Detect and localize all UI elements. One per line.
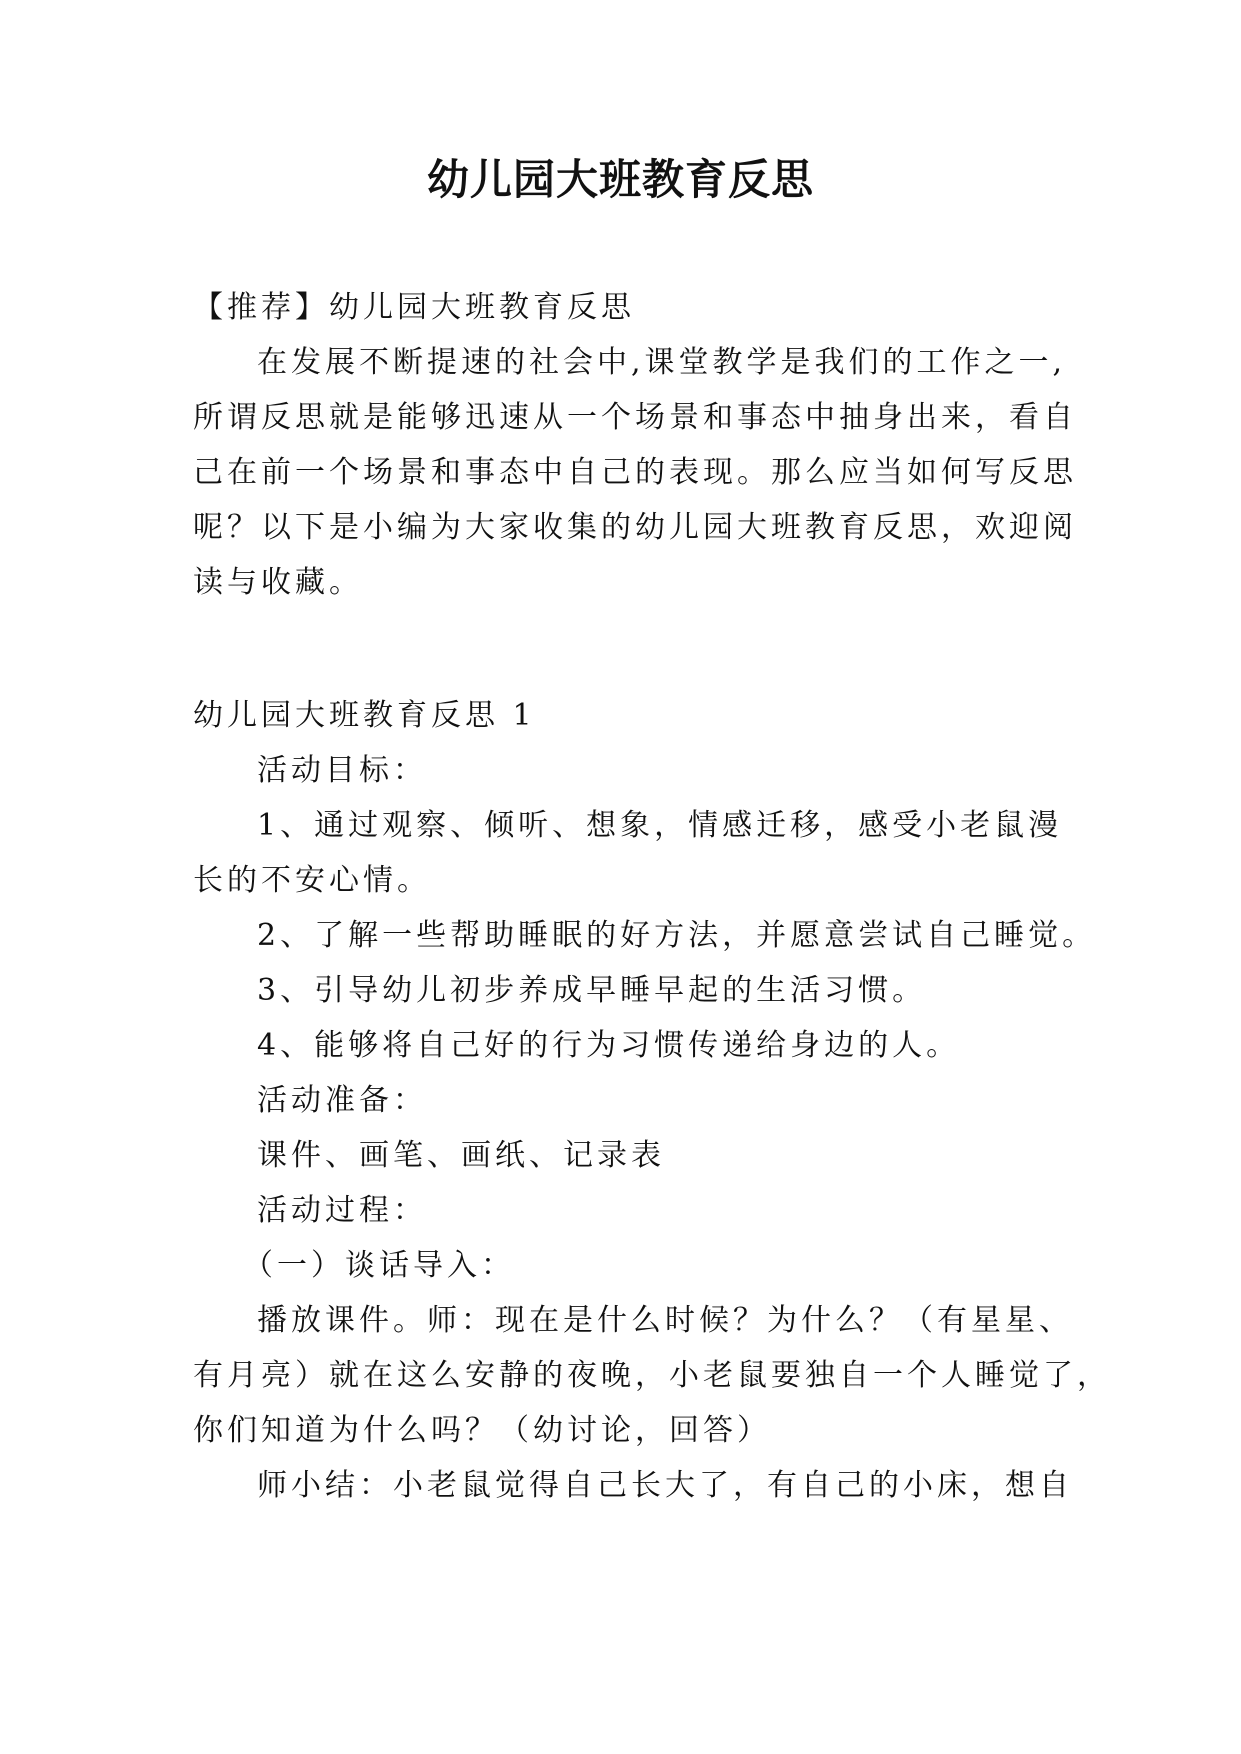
recommend-line: 【推荐】幼儿园大班教育反思	[193, 290, 635, 325]
goal-1-line-2: 长的不安心情。	[193, 863, 431, 898]
step-1-label: （一）谈话导入：	[243, 1248, 515, 1283]
goal-1-line-1: 1、通过观察、倾听、想象，情感迁移，感受小老鼠漫	[257, 808, 1063, 843]
intro-paragraph-line-2: 所谓反思就是能够迅速从一个场景和事态中抽身出来，看自	[193, 400, 1077, 435]
step-1-line-3: 你们知道为什么吗？（幼讨论，回答）	[193, 1413, 771, 1448]
summary-line: 师小结：小老鼠觉得自己长大了，有自己的小床，想自	[257, 1468, 1073, 1503]
goal-3: 3、引导幼儿初步养成早睡早起的生活习惯。	[257, 973, 927, 1008]
step-1-line-2: 有月亮）就在这么安静的夜晚，小老鼠要独自一个人睡觉了，	[193, 1358, 1111, 1393]
intro-paragraph-line-5: 读与收藏。	[193, 565, 363, 600]
intro-paragraph-line-3: 己在前一个场景和事态中自己的表现。那么应当如何写反思	[193, 455, 1077, 490]
section-heading: 幼儿园大班教育反思 1	[193, 698, 536, 733]
intro-paragraph-line-4: 呢？以下是小编为大家收集的幼儿园大班教育反思，欢迎阅	[193, 510, 1077, 545]
prep-items: 课件、画笔、画纸、记录表	[257, 1138, 665, 1173]
step-1-line-1: 播放课件。师：现在是什么时候？为什么？（有星星、	[257, 1303, 1073, 1338]
prep-label: 活动准备：	[257, 1083, 427, 1118]
intro-paragraph-line-1: 在发展不断提速的社会中,课堂教学是我们的工作之一,	[257, 345, 1067, 380]
goal-2: 2、了解一些帮助睡眠的好方法，并愿意尝试自己睡觉。	[257, 918, 1097, 953]
goal-4: 4、能够将自己好的行为习惯传递给身边的人。	[257, 1028, 961, 1063]
goals-label: 活动目标：	[257, 753, 427, 788]
document-title: 幼儿园大班教育反思	[426, 155, 814, 204]
process-label: 活动过程：	[257, 1193, 427, 1228]
